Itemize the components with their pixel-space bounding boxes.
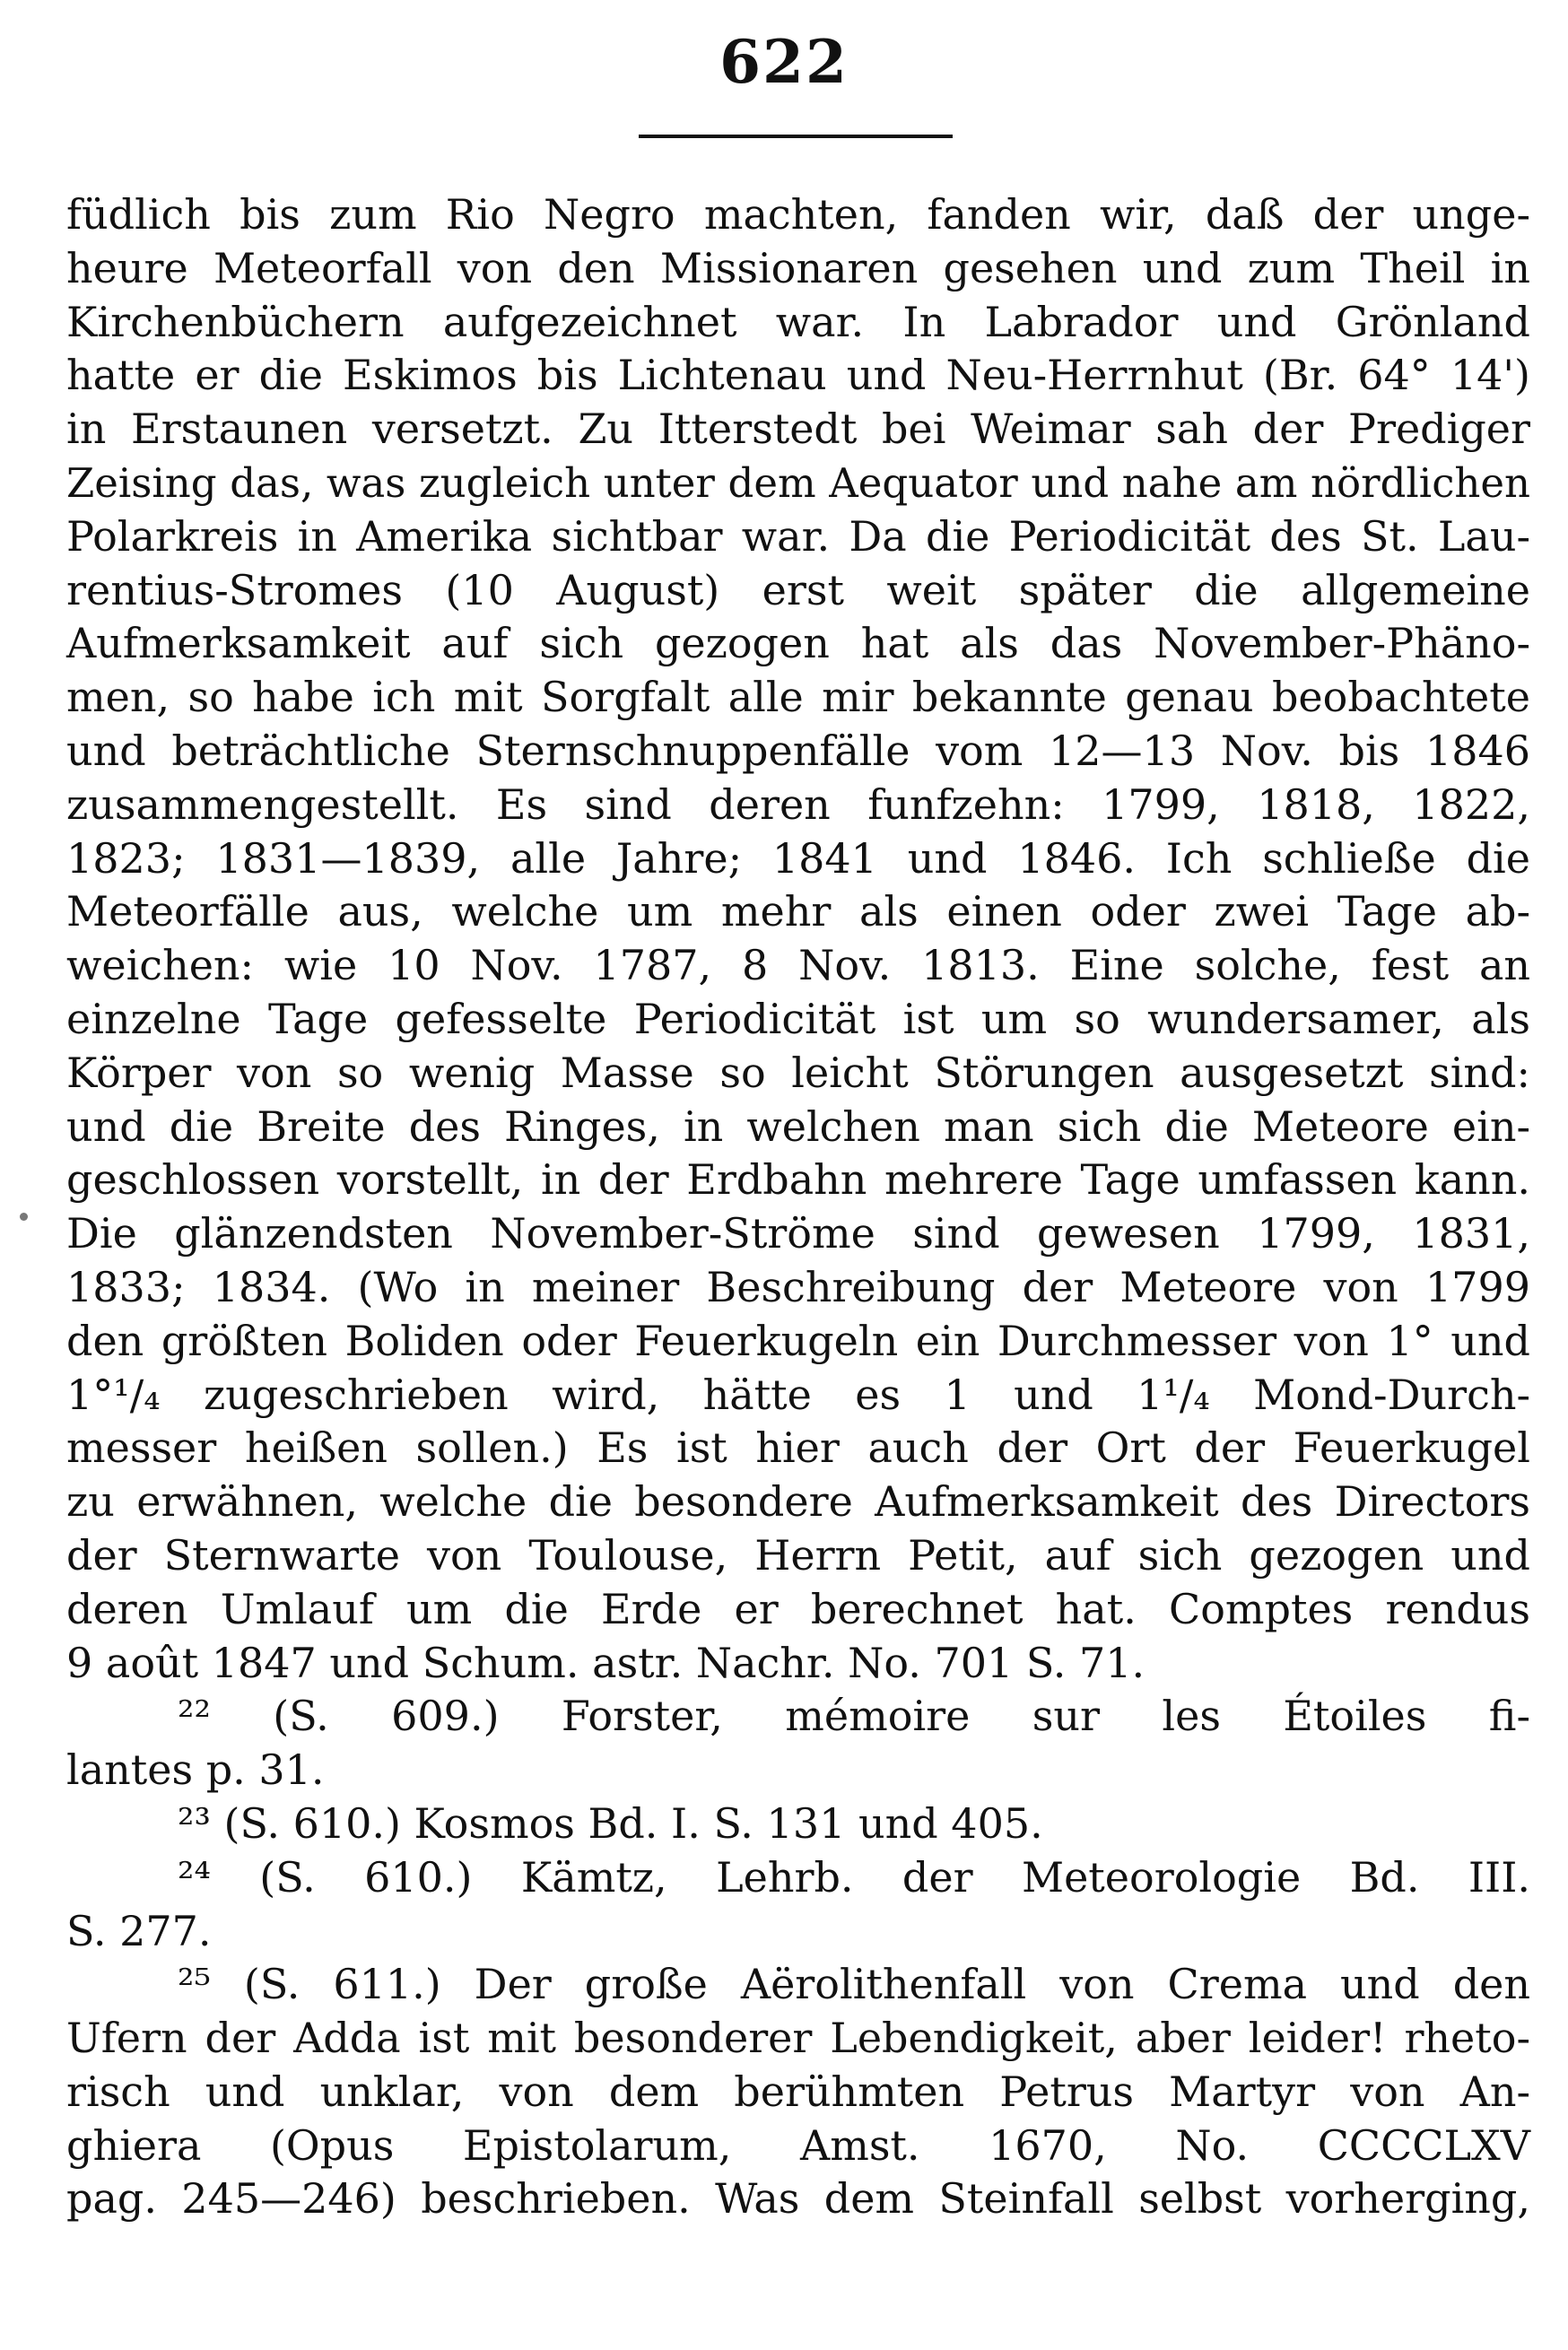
text-line: Meteorfälle aus, welche um mehr als einen oder zwei Tage ab- (66, 887, 1530, 936)
text-line: zusammengestellt. Es sind deren funfzehn: 1799, 1818, 1822, (66, 779, 1530, 829)
footnote-22-line: ²² (S. 609.) Forster, mémoire sur les Étoiles fi- (178, 1692, 1530, 1741)
text-line: in Erstaunen versetzt. Zu Itterstedt bei Weimar sah der Prediger (66, 405, 1530, 454)
text-line: men, so habe ich mit Sorgfalt alle mir bekannte genau beobachtete (66, 673, 1530, 722)
page-number: 622 (719, 27, 849, 97)
text-line: Zeising das, was zugleich unter dem Aequator und nahe am nördlichen (66, 458, 1530, 507)
footnote-25-line: risch und unklar, von dem berühmten Petrus Martyr von An- (66, 2067, 1530, 2116)
margin-ink-speck (20, 1213, 28, 1221)
footnote-25-line: ghiera (Opus Epistolarum, Amst. 1670, No. CCCCLXV (66, 2120, 1530, 2170)
text-line: Körper von so wenig Masse so leicht Störungen ausgesetzt sind: (66, 1048, 1530, 1097)
footnote-25-line: ²⁵ (S. 611.) Der große Aërolithenfall von Crema und den (178, 1960, 1530, 2009)
text-line: 1823; 1831—1839, alle Jahre; 1841 und 1846. Ich schließe die (66, 833, 1530, 883)
text-line: 9 août 1847 und Schum. astr. Nachr. No. 701 S. 71. (66, 1638, 1146, 1687)
text-line: Polarkreis in Amerika sichtbar war. Da die Periodicität des St. Lau- (66, 511, 1530, 561)
footnote-24-line: ²⁴ (S. 610.) Kämtz, Lehrb. der Meteorologie Bd. III. (178, 1852, 1530, 1902)
text-line: deren Umlauf um die Erde er berechnet hat. Comptes rendus (66, 1584, 1530, 1633)
text-line: einzelne Tage gefesselte Periodicität ist um so wundersamer, als (66, 994, 1530, 1043)
footnote-24-line: S. 277. (66, 1906, 212, 1955)
text-line: den größten Boliden oder Feuerkugeln ein Durchmesser von 1° und (66, 1316, 1530, 1365)
text-line: und beträchtliche Sternschnuppenfälle vom 12—13 Nov. bis 1846 (66, 726, 1530, 775)
footnote-25-line: Ufern der Adda ist mit besonderer Lebendigkeit, aber leider! rheto- (66, 2014, 1530, 2063)
text-line: Die glänzendsten November-Ströme sind gewesen 1799, 1831, (66, 1209, 1530, 1258)
footnote-23-line: ²³ (S. 610.) Kosmos Bd. I. S. 131 und 405. (178, 1798, 1043, 1848)
text-line: füdlich bis zum Rio Negro machten, fanden wir, daß der unge- (66, 190, 1530, 239)
text-line: Aufmerksamkeit auf sich gezogen hat als das November-Phäno- (66, 619, 1530, 668)
text-line: messer heißen sollen.) Es ist hier auch der Ort der Feuerkugel (66, 1423, 1530, 1473)
text-line: heure Meteorfall von den Missionaren gesehen und zum Theil in (66, 243, 1530, 292)
text-line: geschlossen vorstellt, in der Erdbahn mehrere Tage umfassen kann. (66, 1155, 1530, 1205)
text-line: der Sternwarte von Toulouse, Herrn Petit, auf sich gezogen und (66, 1530, 1530, 1580)
text-line: 1833; 1834. (Wo in meiner Beschreibung der Meteore von 1799 (66, 1262, 1530, 1311)
footnote-22-line: lantes p. 31. (66, 1745, 325, 1795)
text-line: Kirchenbüchern aufgezeichnet war. In Labrador und Grönland (66, 297, 1530, 346)
text-line: rentius-Stromes (10 August) erst weit später die allgemeine (66, 565, 1530, 614)
text-line: zu erwähnen, welche die besondere Aufmerksamkeit des Directors (66, 1477, 1530, 1527)
main-text (66, 188, 1530, 2226)
text-line: 1°¹/₄ zugeschrieben wird, hätte es 1 und 1¹/₄ Mond-Durch- (66, 1370, 1530, 1419)
text-line: und die Breite des Ringes, in welchen man sich die Meteore ein- (66, 1101, 1530, 1151)
text-line: hatte er die Eskimos bis Lichtenau und Neu-Herrnhut (Br. 64° 14') (66, 351, 1530, 400)
text-line: weichen: wie 10 Nov. 1787, 8 Nov. 1813. Eine solche, fest an (66, 941, 1530, 990)
header-rule (639, 135, 953, 138)
footnote-25-line: pag. 245—246) beschrieben. Was dem Steinfall selbst vorherging, (66, 2174, 1530, 2224)
